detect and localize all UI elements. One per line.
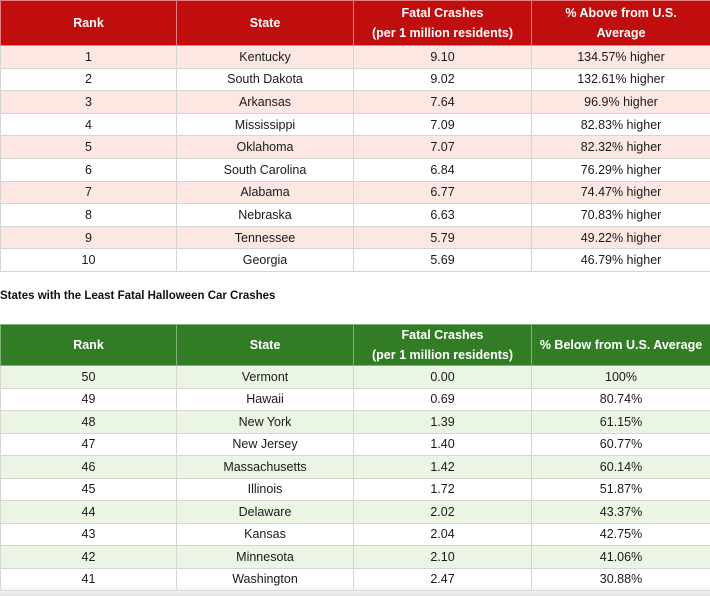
diff-cell: 70.83% higher (532, 204, 710, 227)
rank-cell: 50 (1, 366, 177, 389)
diff-cell: 96.9% higher (532, 91, 710, 114)
state-cell: Arkansas (177, 91, 354, 114)
crashes-cell: 0.00 (354, 366, 532, 389)
crashes-header-line1: Fatal Crashes (401, 6, 484, 20)
diff-cell: 60.77% (532, 433, 710, 456)
crashes-cell: 7.09 (354, 113, 532, 136)
rank-cell: 42 (1, 546, 177, 569)
diff-cell: 80.74% (532, 388, 710, 411)
table-row (1, 91, 710, 114)
rank-cell: 7 (1, 181, 177, 204)
table-header-row (1, 1, 710, 46)
state-cell: South Carolina (177, 158, 354, 181)
crashes-cell: 1.42 (354, 456, 532, 479)
crashes-cell: 5.79 (354, 226, 532, 249)
table-row (1, 411, 710, 434)
state-cell: Hawaii (177, 388, 354, 411)
table-row (1, 226, 710, 249)
table-row (1, 523, 710, 546)
diff-cell: 76.29% higher (532, 158, 710, 181)
state-cell: Washington (177, 568, 354, 591)
crashes-cell: 2.04 (354, 523, 532, 546)
diff-cell: 82.83% higher (532, 113, 710, 136)
state-cell: Oklahoma (177, 136, 354, 159)
rank-cell: 4 (1, 113, 177, 136)
crashes-cell: 2.47 (354, 568, 532, 591)
diff-cell: 132.61% higher (532, 68, 710, 91)
crashes-header-line1: Fatal Crashes (401, 328, 484, 342)
crashes-cell: 2.10 (354, 546, 532, 569)
state-cell: Massachusetts (177, 456, 354, 479)
table-row (1, 46, 710, 69)
diff-cell: 41.06% (532, 546, 710, 569)
state-cell: Kansas (177, 523, 354, 546)
diff-cell: 74.47% higher (532, 181, 710, 204)
crashes-header-line2: (per 1 million residents) (371, 26, 513, 40)
least-fatal-crashes-table (0, 324, 710, 591)
crashes-cell: 9.10 (354, 46, 532, 69)
rank-column-header: Rank (1, 1, 177, 46)
rank-cell: 8 (1, 204, 177, 227)
diff-cell: 61.15% (532, 411, 710, 434)
diff-cell: 51.87% (532, 478, 710, 501)
diff-cell: 30.88% (532, 568, 710, 591)
state-cell: South Dakota (177, 68, 354, 91)
diff-cell: 134.57% higher (532, 46, 710, 69)
diff-header-line2: Average (596, 26, 646, 40)
diff-cell: 42.75% (532, 523, 710, 546)
rank-cell: 41 (1, 568, 177, 591)
rank-column-header: Rank (1, 325, 177, 366)
table-row (1, 136, 710, 159)
rank-cell: 46 (1, 456, 177, 479)
rank-cell: 10 (1, 249, 177, 272)
table-row (1, 366, 710, 389)
above-average-column-header (532, 1, 710, 46)
crashes-cell: 7.64 (354, 91, 532, 114)
state-column-header: State (177, 325, 354, 366)
table-row (1, 181, 710, 204)
diff-cell: 43.37% (532, 501, 710, 524)
state-cell: Georgia (177, 249, 354, 272)
crashes-cell: 2.02 (354, 501, 532, 524)
state-cell: New York (177, 411, 354, 434)
diff-cell: 46.79% higher (532, 249, 710, 272)
diff-cell: 82.32% higher (532, 136, 710, 159)
rank-cell: 48 (1, 411, 177, 434)
table-row (1, 68, 710, 91)
rank-cell: 44 (1, 501, 177, 524)
rank-cell: 1 (1, 46, 177, 69)
state-cell: Delaware (177, 501, 354, 524)
diff-header-line1: % Above from U.S. (565, 6, 677, 20)
table-row (1, 388, 710, 411)
rank-cell: 49 (1, 388, 177, 411)
rank-cell: 6 (1, 158, 177, 181)
rank-cell: 2 (1, 68, 177, 91)
table-row (1, 113, 710, 136)
crashes-column-header (354, 1, 532, 46)
diff-cell: 100% (532, 366, 710, 389)
bottom-fade (0, 586, 710, 596)
crashes-cell: 9.02 (354, 68, 532, 91)
crashes-cell: 6.63 (354, 204, 532, 227)
rank-cell: 9 (1, 226, 177, 249)
table-row (1, 158, 710, 181)
table-row (1, 478, 710, 501)
rank-cell: 47 (1, 433, 177, 456)
table-header-row (1, 325, 710, 366)
table-row (1, 456, 710, 479)
crashes-cell: 6.77 (354, 181, 532, 204)
state-cell: New Jersey (177, 433, 354, 456)
below-average-column-header: % Below from U.S. Average (532, 325, 710, 366)
state-cell: Illinois (177, 478, 354, 501)
table-row (1, 433, 710, 456)
rank-cell: 5 (1, 136, 177, 159)
state-cell: Tennessee (177, 226, 354, 249)
most-fatal-crashes-table (0, 0, 710, 272)
rank-cell: 43 (1, 523, 177, 546)
table-row (1, 249, 710, 272)
table-row (1, 546, 710, 569)
rank-cell: 3 (1, 91, 177, 114)
crashes-cell: 5.69 (354, 249, 532, 272)
diff-cell: 49.22% higher (532, 226, 710, 249)
state-cell: Vermont (177, 366, 354, 389)
state-cell: Nebraska (177, 204, 354, 227)
crashes-cell: 6.84 (354, 158, 532, 181)
crashes-cell: 1.39 (354, 411, 532, 434)
state-cell: Alabama (177, 181, 354, 204)
state-column-header: State (177, 1, 354, 46)
crashes-cell: 7.07 (354, 136, 532, 159)
state-cell: Mississippi (177, 113, 354, 136)
state-cell: Minnesota (177, 546, 354, 569)
table-row (1, 204, 710, 227)
crashes-cell: 1.40 (354, 433, 532, 456)
diff-cell: 60.14% (532, 456, 710, 479)
rank-cell: 45 (1, 478, 177, 501)
least-table-caption: States with the Least Fatal Halloween Car Crashes (0, 290, 276, 302)
state-cell: Kentucky (177, 46, 354, 69)
table-row (1, 501, 710, 524)
crashes-cell: 1.72 (354, 478, 532, 501)
crashes-header-line2: (per 1 million residents) (371, 348, 513, 362)
crashes-cell: 0.69 (354, 388, 532, 411)
crashes-column-header (354, 325, 532, 366)
